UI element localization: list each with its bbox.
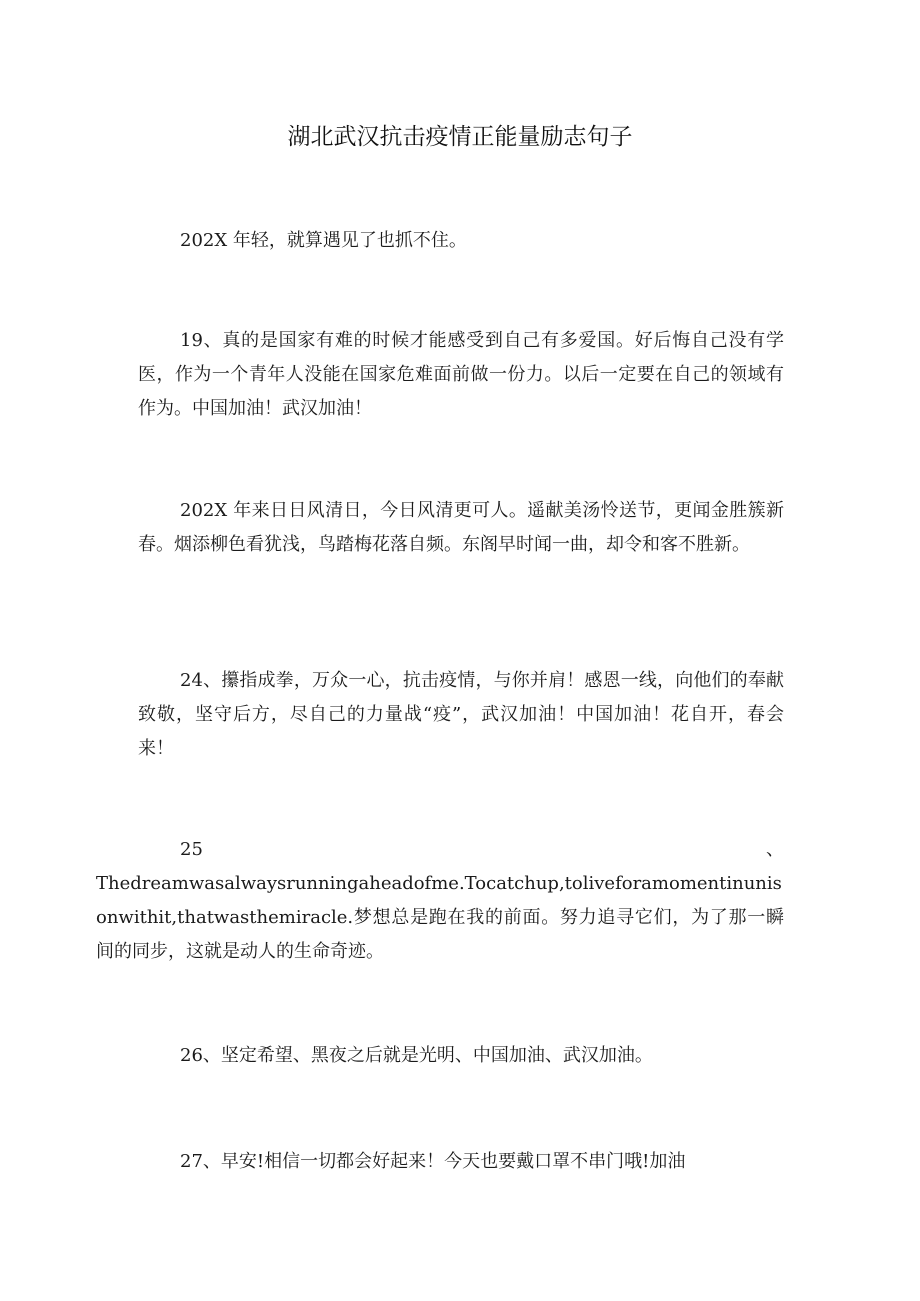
paragraph-5-heading: [138, 833, 784, 867]
paragraph-5: [96, 833, 784, 969]
paragraph-5-separator: 、: [766, 839, 784, 860]
paragraph-1: 202X 年轻，就算遇见了也抓不住。: [180, 230, 467, 251]
paragraph-4: 24、攥指成拳，万众一心，抗击疫情，与你并肩！感恩一线，向他们的奉献致敬，坚守后方，尽自己的力量战“疫”，武汉加油！中国加油！花自开，春会来！: [138, 670, 784, 759]
paragraph-6: 26、坚定希望、黑夜之后就是光明、中国加油、武汉加油。: [180, 1045, 653, 1066]
paragraph-3: 202X 年来日日风清日，今日风清更可人。遥献美汤怜送节，更闻金胜簇新春。烟添柳色看犹浅，鸟踏梅花落自频。东阁早时闻一曲，却令和客不胜新。: [138, 500, 784, 555]
paragraph-7: 27、早安!相信一切都会好起来！今天也要戴口罩不串门哦!加油: [180, 1151, 686, 1172]
paragraph-5-text: Thedreamwasalwaysrunningaheadofme.Tocatchup,toliveforamomentinunisonwithit,thatwasthemiracle.梦想总是跑在我的前面。努力追寻它们，为了那一瞬间的同步，这就是动人的生命奇迹。: [96, 873, 784, 962]
paragraph-2: 19、真的是国家有难的时候才能感受到自己有多爱国。好后悔自己没有学医，作为一个青年人没能在国家危难面前做一份力。以后一定要在自己的领域有作为。中国加油！武汉加油！: [138, 330, 784, 419]
paragraph-5-number: 25: [180, 839, 203, 860]
document-title: 湖北武汉抗击疫情正能量励志句子: [287, 124, 633, 150]
